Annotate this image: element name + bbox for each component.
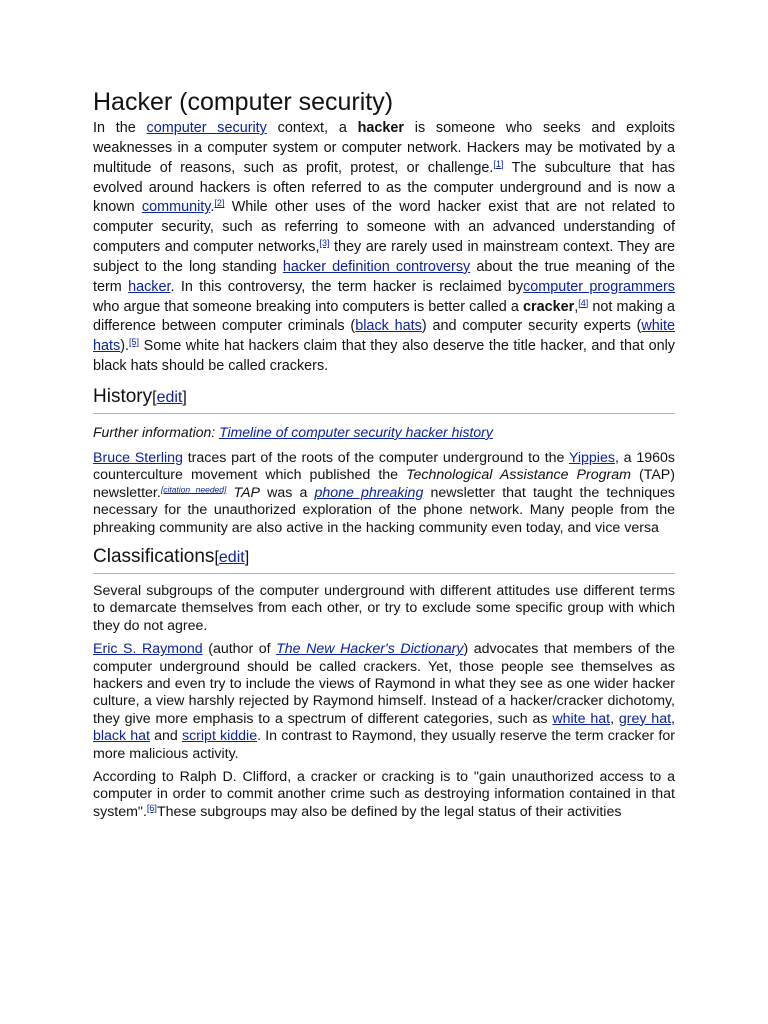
classifications-text: . In contrast to Raymond, they usually reserve the term cracker for more malicious activity. [93,728,675,762]
link-grey-hat[interactable]: grey hat [618,710,672,727]
further-label: Further information: [93,423,220,440]
intro-text: . [210,199,215,216]
edit-bracket: ] [182,388,187,406]
intro-text: The subculture that has evolved around hackers is often referred to as the computer underground and is now a known [93,159,675,216]
classifications-text: , [671,710,675,727]
link-white-hat[interactable]: white hat [552,710,611,727]
page-title: Hacker (computer security) [93,88,394,116]
intro-text: who argue that someone breaking into computers is better called a [93,298,524,315]
link-hacker[interactable]: hacker [128,278,171,295]
classifications-text: According to Ralph D. Clifford, a cracker or cracking is to "gain unauthorized access to a computer in order to commit another crime such as destroying information contained in that system". [93,769,675,820]
link-hacker-definition-controversy[interactable]: hacker definition controversy [282,258,471,275]
citation-needed[interactable]: [citation needed] [160,484,227,495]
section-heading-history [93,385,675,414]
link-new-hackers-dictionary[interactable]: The New Hacker's Dictionary [276,641,464,658]
intro-text: context, a [266,120,358,136]
citation-3[interactable]: [3] [319,238,330,249]
link-computer-security[interactable]: computer security [146,120,267,136]
intro-text: ). [120,338,129,355]
link-black-hats[interactable]: black hats [355,318,422,335]
classifications-text: and [150,728,182,745]
intro-text: ) and computer security experts ( [421,318,642,335]
link-script-kiddie[interactable]: script kiddie [181,728,258,745]
intro-paragraph [93,119,675,377]
classifications-text: (author of [202,641,277,658]
section-heading-text: History [93,385,153,407]
history-text: was a [260,484,315,501]
history-paragraph [93,450,675,537]
link-bruce-sterling[interactable]: Bruce Sterling [93,449,183,466]
classifications-text: These subgroups may also be defined by the legal status of their activities [156,803,622,820]
term-cracker: cracker [523,298,575,315]
link-eric-raymond[interactable]: Eric S. Raymond [93,641,203,658]
edit-link-classifications[interactable]: edit [218,549,245,566]
further-information [93,423,675,441]
intro-text: Some white hat hackers claim that they also deserve the title hacker, and that only black hats should be called crackers. [93,338,675,375]
history-text: (TAP) newsletter. [93,467,675,501]
citation-4[interactable]: [4] [578,297,589,308]
link-yippies[interactable]: Yippies [568,449,615,466]
intro-text: they are rarely used in mainstream context. They are subject to the long standing [93,239,675,275]
link-computer-programmers[interactable]: computer programmers [523,278,675,295]
history-text: newsletter that taught the techniques necessary for the unauthorized exploration of the phone network. Many people from the phreaking community are also active in the hacking community even today, and vice versa [93,484,675,536]
intro-text: about the true meaning of the term [93,258,675,295]
intro-text: not making a difference between computer criminals ( [93,298,675,335]
intro-text: While other uses of the word hacker exist that are not related to computer security, such as referring to someone with an advanced understanding of computers and computer networks, [93,199,675,256]
intro-text: In the [93,120,147,136]
citation-6[interactable]: [6] [146,802,157,813]
section-heading-text: Classifications [93,546,215,567]
intro-text: . In this controversy, the term hacker is reclaimed by [170,278,524,295]
edit-bracket: [ [214,549,219,566]
edit-bracket: [ [152,388,157,406]
link-phone-phreaking[interactable]: phone phreaking [314,484,424,501]
history-text: , a 1960s counterculture movement which published the [93,449,675,484]
link-black-hat[interactable]: black hat [93,728,150,745]
citation-5[interactable]: [5] [129,337,140,348]
edit-bracket: ] [244,549,250,566]
classifications-paragraph-1: Several subgroups of the computer underground with different attitudes use different terms to demarcate themselves from each other, or try to exclude some specific group with which they do not agree. [93,583,675,634]
link-white-hats[interactable]: white hats [93,318,676,355]
intro-text: , [574,298,579,315]
article-content [93,86,675,821]
link-community[interactable]: community [141,199,211,216]
classifications-paragraph-2 [93,641,675,763]
history-text: traces part of the roots of the computer underground to the [182,449,569,466]
citation-2[interactable]: [2] [214,198,225,209]
citation-1[interactable]: [1] [493,158,504,169]
edit-link-history[interactable]: edit [156,388,183,406]
intro-text: is someone who seeks and exploits weaknesses in a computer system or computer network. Hackers may be motivated by a multitude of reasons, such as profit, protest, or challenge. [93,120,675,176]
section-heading-classifications [93,545,675,574]
link-timeline-hacker-history[interactable]: Timeline of computer security hacker history [219,423,493,440]
title-tap: Technological Assistance Program [406,467,631,484]
title-tap-short: TAP [233,484,261,501]
term-hacker: hacker [357,120,404,136]
classifications-text: , [610,710,619,727]
classifications-paragraph-3 [93,769,675,821]
classifications-text: ) advocates that members of the computer underground should be called crackers. Yet, those people see themselves as hackers and even try to include the views of Raymond in what they see as one wider hacker culture, a view harshly rejected by Raymond himself. Instead of a hacker/cracker dichotomy, they give more emphasis to a spectrum of different categories, such as [93,641,675,727]
